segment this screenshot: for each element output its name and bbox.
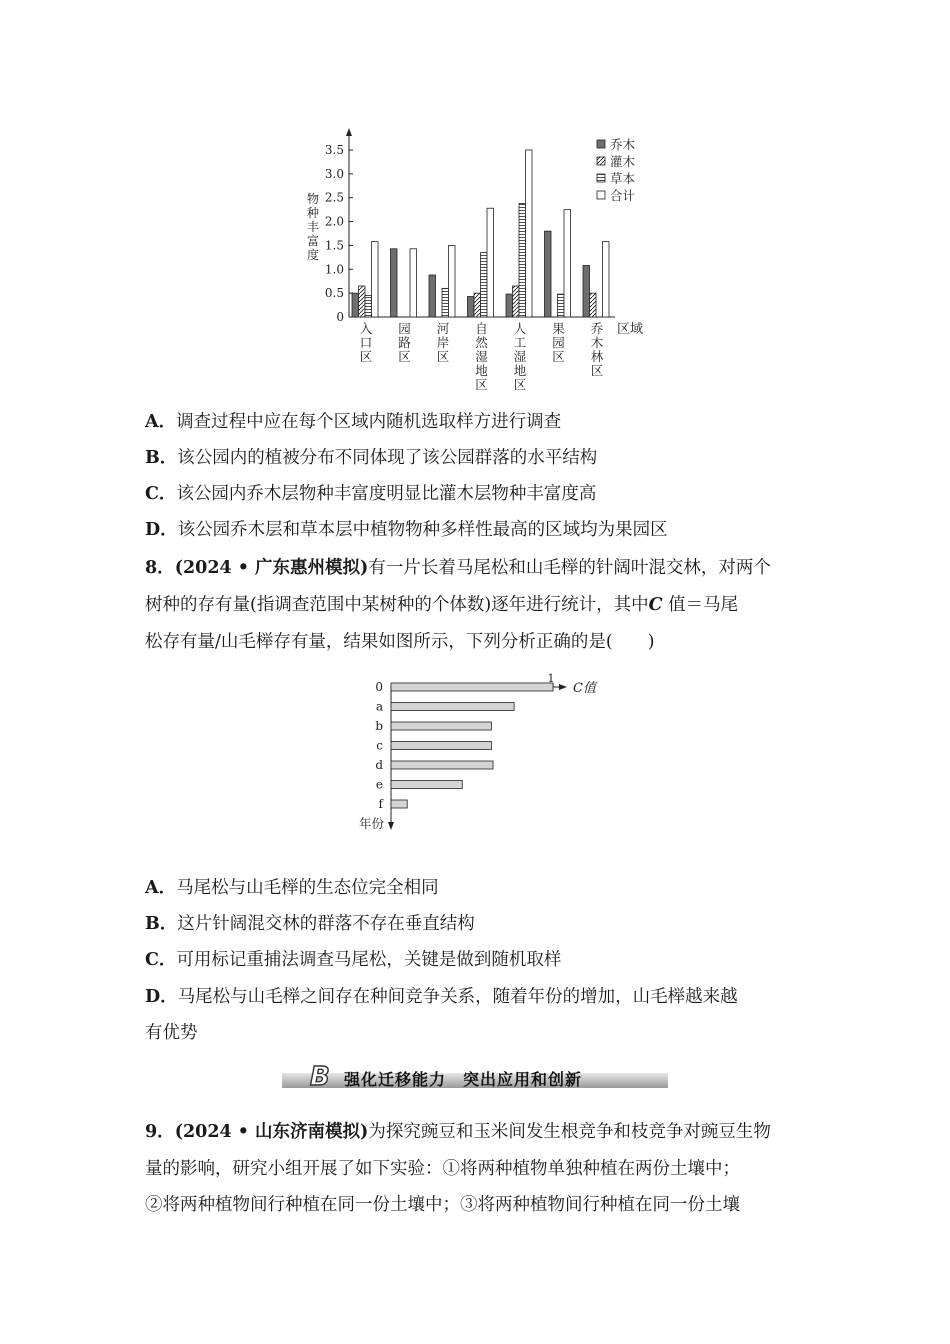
legend-swatch <box>597 157 605 165</box>
option-letter: B． <box>145 914 178 934</box>
species-richness-chart <box>300 125 660 400</box>
y-tick-label: 3.5 <box>324 143 344 157</box>
y-axis-arrow <box>346 128 352 136</box>
bar-year-f <box>391 800 407 808</box>
legend-swatch <box>597 140 605 148</box>
x-category-label: 区 <box>359 349 373 364</box>
legend-label: 草本 <box>610 171 636 186</box>
legend-swatch <box>597 174 605 182</box>
bar-乔木 <box>506 294 513 317</box>
bar-year-0 <box>391 683 553 691</box>
q8-option-b <box>145 912 475 936</box>
y-tick-label: 3.0 <box>324 166 344 181</box>
x-axis-arrow <box>559 684 567 690</box>
bar-乔木 <box>429 275 436 317</box>
q8-option-d-continued <box>145 1021 198 1045</box>
y-category-label: 0 <box>375 680 383 694</box>
x-category-label: 区 <box>552 349 565 364</box>
option-text: 调查过程中应在每个区域内随机选取样方进行调查 <box>176 412 562 432</box>
option-text: 可用标记重捕法调查马尾松，关键是做到随机取样 <box>176 950 562 970</box>
q8-option-a <box>145 876 439 900</box>
y-category-label: f <box>378 797 383 811</box>
bar-year-b <box>391 722 491 730</box>
banner-title: 强化迁移能力 突出应用和创新 <box>344 1070 583 1089</box>
x-category-label: 湿 <box>513 349 527 364</box>
y-category-label: b <box>375 719 383 733</box>
bar-year-d <box>391 761 493 769</box>
x-category-label: 湿 <box>475 349 488 364</box>
option-letter: D． <box>145 987 178 1007</box>
question-number: 8． <box>145 558 175 578</box>
bar-草本 <box>519 203 526 317</box>
y-tick-label: 1.5 <box>324 238 344 253</box>
bar-合计 <box>526 150 533 317</box>
option-text: 有优势 <box>145 1023 198 1043</box>
option-text: 马尾松与山毛榉的生态位完全相同 <box>176 878 439 898</box>
bar-合计 <box>487 208 494 317</box>
x-axis-label: 区域 <box>616 322 644 337</box>
x-category-label: 地 <box>475 363 488 378</box>
x-category-label: 入 <box>359 321 373 336</box>
option-letter: D． <box>145 520 178 540</box>
bar-year-e <box>391 781 462 789</box>
bar-草本 <box>442 288 449 317</box>
x-category-label: 路 <box>398 335 411 350</box>
y-tick-label: 1.0 <box>324 262 344 277</box>
bar-合计 <box>603 242 610 317</box>
bar-乔木 <box>391 249 398 317</box>
q8-option-d <box>145 985 738 1009</box>
section-banner <box>282 1063 668 1091</box>
x-category-label: 木 <box>590 335 604 350</box>
q9-stem-line3 <box>145 1193 740 1217</box>
y-tick-label: 0 <box>336 310 344 324</box>
stem-text: 量的影响，研究小组开展了如下实验：①将两种植物单独种植在两份土壤中； <box>145 1159 740 1179</box>
option-text: 该公园内的植被分布不同体现了该公园群落的水平结构 <box>177 448 598 468</box>
stem-text: 值＝马尾 <box>662 595 739 615</box>
c-variable: C <box>648 595 663 615</box>
bar-乔木 <box>583 265 590 317</box>
legend-label: 乔木 <box>610 137 636 152</box>
y-category-label: e <box>375 777 383 792</box>
stem-text: 松存有量/山毛榉存有量，结果如图所示，下列分析正确的是( ) <box>145 632 655 652</box>
stem-text: 有一片长着马尾松和山毛榉的针阔叶混交林，对两个 <box>368 558 771 578</box>
option-letter: C． <box>145 950 177 970</box>
x-category-label: 口 <box>359 335 373 350</box>
option-letter: A． <box>145 412 177 432</box>
option-letter: C． <box>145 484 177 504</box>
x-category-label: 区 <box>513 377 527 392</box>
x-axis-label: C值 <box>573 681 596 696</box>
bar-合计 <box>449 245 456 317</box>
x-category-label: 岸 <box>436 335 450 350</box>
question-source: (2024 • 广东惠州模拟) <box>174 558 369 578</box>
legend-label: 合计 <box>610 188 636 203</box>
q9-stem-line2 <box>145 1157 740 1181</box>
question-number: 9． <box>145 1122 175 1142</box>
bar-乔木 <box>352 293 359 317</box>
banner-letter: B <box>310 1062 330 1092</box>
x-category-label: 果 <box>552 321 565 336</box>
bar-草本 <box>481 253 488 317</box>
x-category-label: 区 <box>590 363 604 378</box>
q7-option-c <box>145 482 596 506</box>
x-category-label: 然 <box>475 335 488 350</box>
bar-合计 <box>372 242 379 317</box>
option-text: 该公园乔木层和草本层中植物物种多样性最高的区域均为果园区 <box>177 520 668 540</box>
x-category-label: 区 <box>436 349 450 364</box>
y-tick-label: 2.0 <box>324 214 344 229</box>
y-axis-arrow <box>388 822 394 830</box>
y-axis-label: 物 <box>306 192 320 206</box>
q8-stem-line2 <box>145 593 738 617</box>
y-axis-label: 年份 <box>359 816 385 831</box>
q7-option-b <box>145 446 597 470</box>
bar-合计 <box>564 210 571 317</box>
bar-灌木 <box>474 293 481 317</box>
bar-草本 <box>558 294 565 317</box>
bar-合计 <box>410 249 417 317</box>
option-text: 该公园内乔木层物种丰富度明显比灌木层物种丰富度高 <box>176 484 597 504</box>
q9-stem-line1 <box>145 1120 771 1144</box>
stem-text: 为探究豌豆和玉米间发生根竞争和枝竞争对豌豆生物 <box>368 1122 771 1142</box>
y-axis-label: 丰 <box>306 220 320 234</box>
option-text: 马尾松与山毛榉之间存在种间竞争关系，随着年份的增加，山毛榉越来越 <box>177 987 738 1007</box>
x-category-label: 区 <box>475 377 488 392</box>
x-category-label: 乔 <box>590 321 604 336</box>
x-category-label: 地 <box>513 363 527 378</box>
legend-swatch <box>597 191 605 199</box>
stem-text: ②将两种植物间行种植在同一份土壤中；③将两种植物间行种植在同一份土壤 <box>145 1195 740 1215</box>
legend-label: 灌木 <box>610 154 636 169</box>
option-letter: B． <box>145 448 178 468</box>
option-letter: A． <box>145 878 177 898</box>
stem-text: 树种的存有量(指调查范围中某树种的个体数)逐年进行统计，其中 <box>145 595 649 615</box>
y-axis-label: 富 <box>306 234 320 248</box>
y-axis-label: 度 <box>306 248 320 262</box>
y-category-label: d <box>375 758 383 772</box>
q8-stem-line1 <box>145 556 771 580</box>
x-category-label: 园 <box>552 335 565 350</box>
x-category-label: 工 <box>513 335 527 350</box>
q7-option-d <box>145 518 668 542</box>
bar-灌木 <box>513 286 520 317</box>
y-category-label: c <box>376 738 383 753</box>
bar-year-c <box>391 742 491 750</box>
x-category-label: 人 <box>513 321 527 336</box>
bar-灌木 <box>359 286 366 317</box>
x-tick-label: 1 <box>547 672 555 685</box>
x-category-label: 河 <box>436 321 450 336</box>
q8-option-c <box>145 948 561 972</box>
x-category-label: 林 <box>590 349 604 364</box>
bar-乔木 <box>468 296 475 317</box>
bar-乔木 <box>545 231 552 317</box>
bar-草本 <box>365 296 372 317</box>
q7-option-a <box>145 410 561 434</box>
bar-year-a <box>391 703 514 711</box>
x-category-label: 园 <box>398 321 411 336</box>
x-category-label: 自 <box>475 321 488 336</box>
y-axis-label: 种 <box>306 206 320 220</box>
bar-灌木 <box>590 293 597 317</box>
option-text: 这片针阔混交林的群落不存在垂直结构 <box>177 914 475 934</box>
x-category-label: 区 <box>398 349 411 364</box>
y-tick-label: 0.5 <box>324 286 344 301</box>
y-tick-label: 2.5 <box>324 190 344 205</box>
c-value-chart <box>345 668 645 838</box>
y-category-label: a <box>375 699 383 714</box>
question-source: (2024 • 山东济南模拟) <box>174 1122 369 1142</box>
q8-stem-line3 <box>145 630 655 654</box>
